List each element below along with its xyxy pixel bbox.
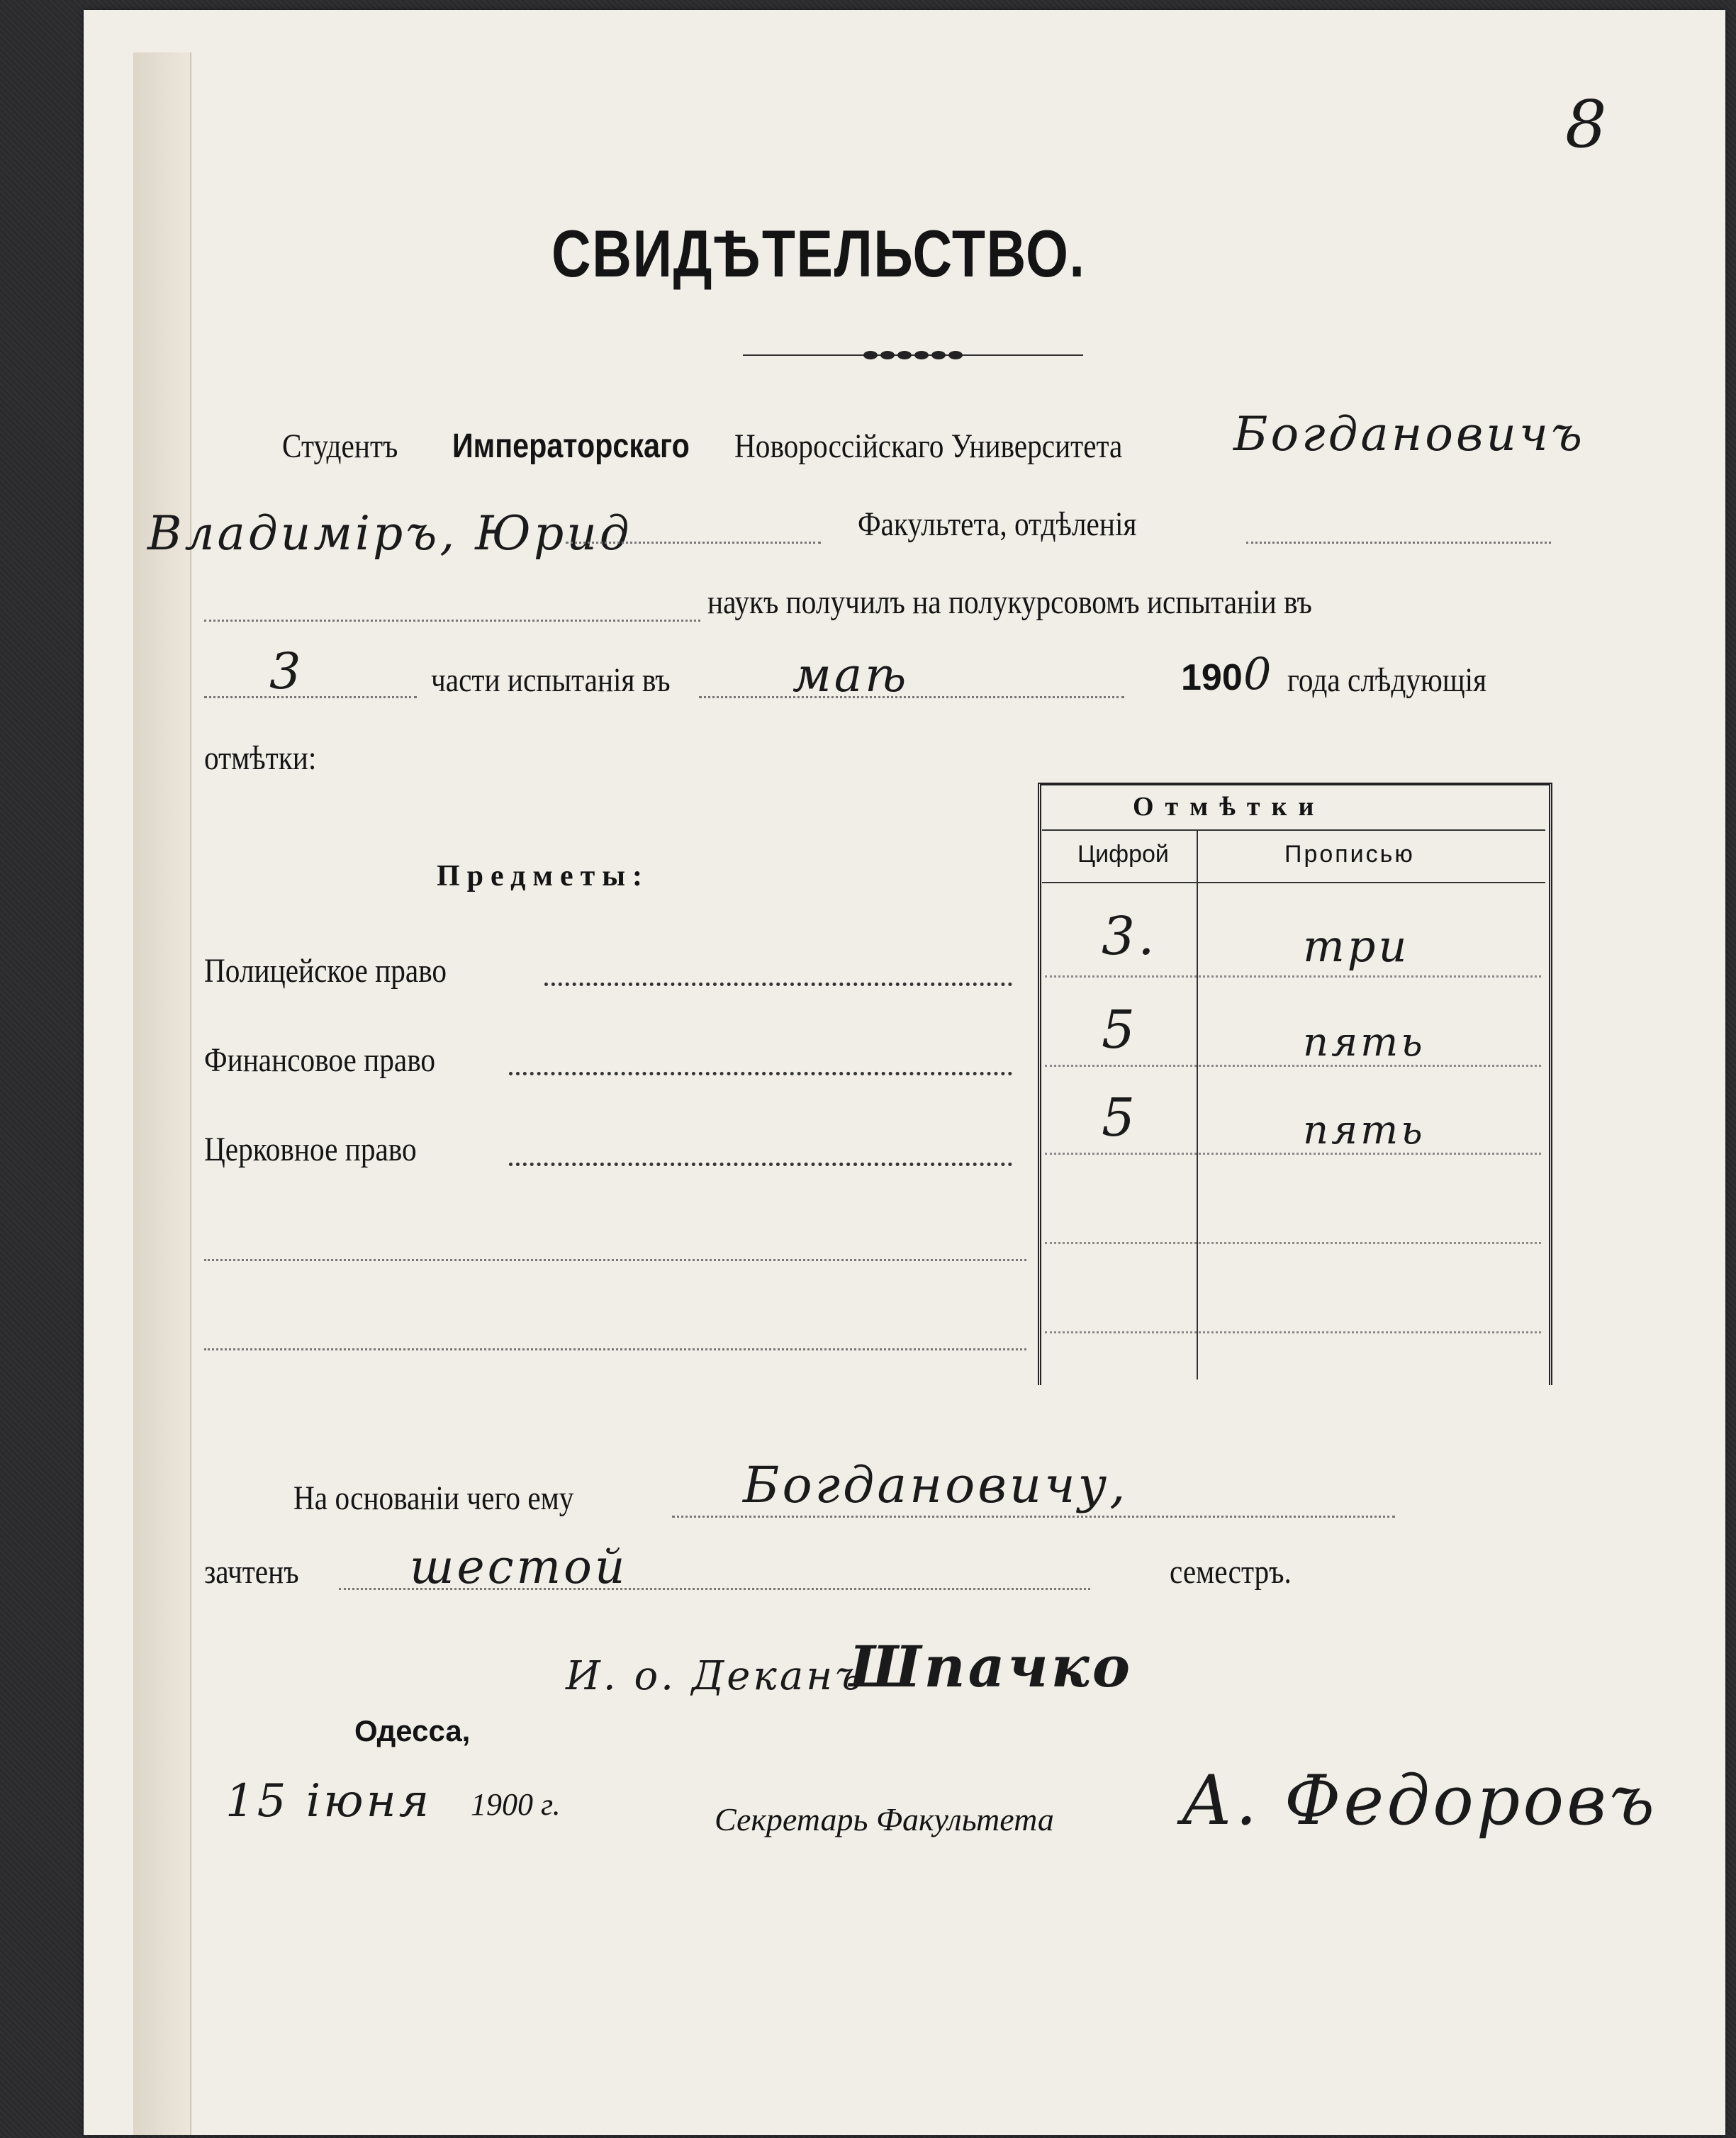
mark-word-1: три xyxy=(1303,920,1410,972)
page-number: 8 xyxy=(1565,86,1610,162)
basis-text: На основаніи чего ему xyxy=(293,1479,574,1517)
marks-table xyxy=(1038,783,1552,1385)
table-row-rule xyxy=(1045,975,1541,978)
marks-label: отмѣтки: xyxy=(204,739,317,777)
table-row-rule xyxy=(1045,1065,1541,1067)
binding-strip xyxy=(133,52,191,2135)
table-column-rule xyxy=(1197,829,1198,1379)
document-title: СВИДѢТЕЛЬСТВО. xyxy=(551,216,1086,291)
dotted-fill xyxy=(204,620,700,622)
leader-dots xyxy=(509,1072,1012,1075)
leader-dots xyxy=(509,1163,1012,1166)
credited-label: зачтенъ xyxy=(204,1553,299,1591)
dotted-blank-line xyxy=(204,1348,1026,1350)
mark-word-2: пять xyxy=(1303,1019,1426,1065)
date-handwritten: 15 іюня xyxy=(225,1775,432,1828)
semester-label: семестръ. xyxy=(1170,1553,1292,1591)
faculty-label: Факультета, отдѣленія xyxy=(858,505,1137,543)
semester-hand: шестой xyxy=(410,1540,628,1594)
marks-table-header: Отмѣтки xyxy=(1133,792,1326,822)
line1-prefix: Студентъ xyxy=(282,427,398,465)
line3-text: наукъ получилъ на полукурсовомъ испытаніи въ xyxy=(707,583,1312,621)
line4-end: года слѣдующія xyxy=(1287,661,1487,699)
dean-signature: Шпачко xyxy=(849,1633,1133,1700)
year-handwritten: 0 xyxy=(1243,648,1275,700)
dotted-fill xyxy=(566,542,821,544)
dotted-fill xyxy=(672,1516,1395,1518)
basis-name: Богдановичу, xyxy=(743,1456,1129,1514)
col-words: Прописью xyxy=(1284,841,1415,868)
subject-2: Финансовое право xyxy=(204,1041,436,1079)
table-rule xyxy=(1042,829,1545,831)
mark-digit-2: 5 xyxy=(1102,1000,1138,1060)
subject-1: Полицейское право xyxy=(204,952,447,990)
subject-3: Церковное право xyxy=(204,1131,417,1168)
dotted-fill xyxy=(204,696,417,698)
ornament-divider xyxy=(743,345,1083,366)
col-digits: Цифрой xyxy=(1077,841,1169,868)
exam-part: 3 xyxy=(269,642,304,700)
mark-digit-1: 3. xyxy=(1102,906,1158,967)
mark-digit-3: 5 xyxy=(1102,1087,1138,1148)
exam-month: маѣ xyxy=(793,648,909,703)
table-row-rule xyxy=(1045,1242,1541,1244)
year-printed: 190 xyxy=(1181,657,1243,698)
dotted-fill xyxy=(1246,542,1551,544)
document-page xyxy=(84,10,1725,2135)
line1-bold: Императорскаго xyxy=(452,427,690,465)
date-year: 1900 г. xyxy=(471,1787,561,1822)
subjects-heading: Предметы: xyxy=(437,860,650,892)
dotted-blank-line xyxy=(204,1259,1026,1261)
table-row-rule xyxy=(1045,1153,1541,1155)
secretary-label: Секретарь Факультета xyxy=(715,1801,1054,1837)
student-surname: Богдановичъ xyxy=(1233,407,1585,461)
secretary-signature: А. Федоровъ xyxy=(1181,1761,1657,1840)
mark-word-3: пять xyxy=(1303,1107,1426,1153)
student-name-faculty: Владиміръ, Юрид xyxy=(147,506,632,561)
city: Одесса, xyxy=(354,1714,471,1747)
leader-dots xyxy=(544,983,1012,986)
table-rule xyxy=(1042,882,1545,883)
line1-suffix: Новороссійскаго Университета xyxy=(734,427,1123,465)
table-row-rule xyxy=(1045,1331,1541,1333)
dotted-fill xyxy=(699,696,1124,698)
line4-mid: части испытанія въ xyxy=(431,661,671,699)
dean-label: И. о. Деканъ xyxy=(566,1653,865,1699)
